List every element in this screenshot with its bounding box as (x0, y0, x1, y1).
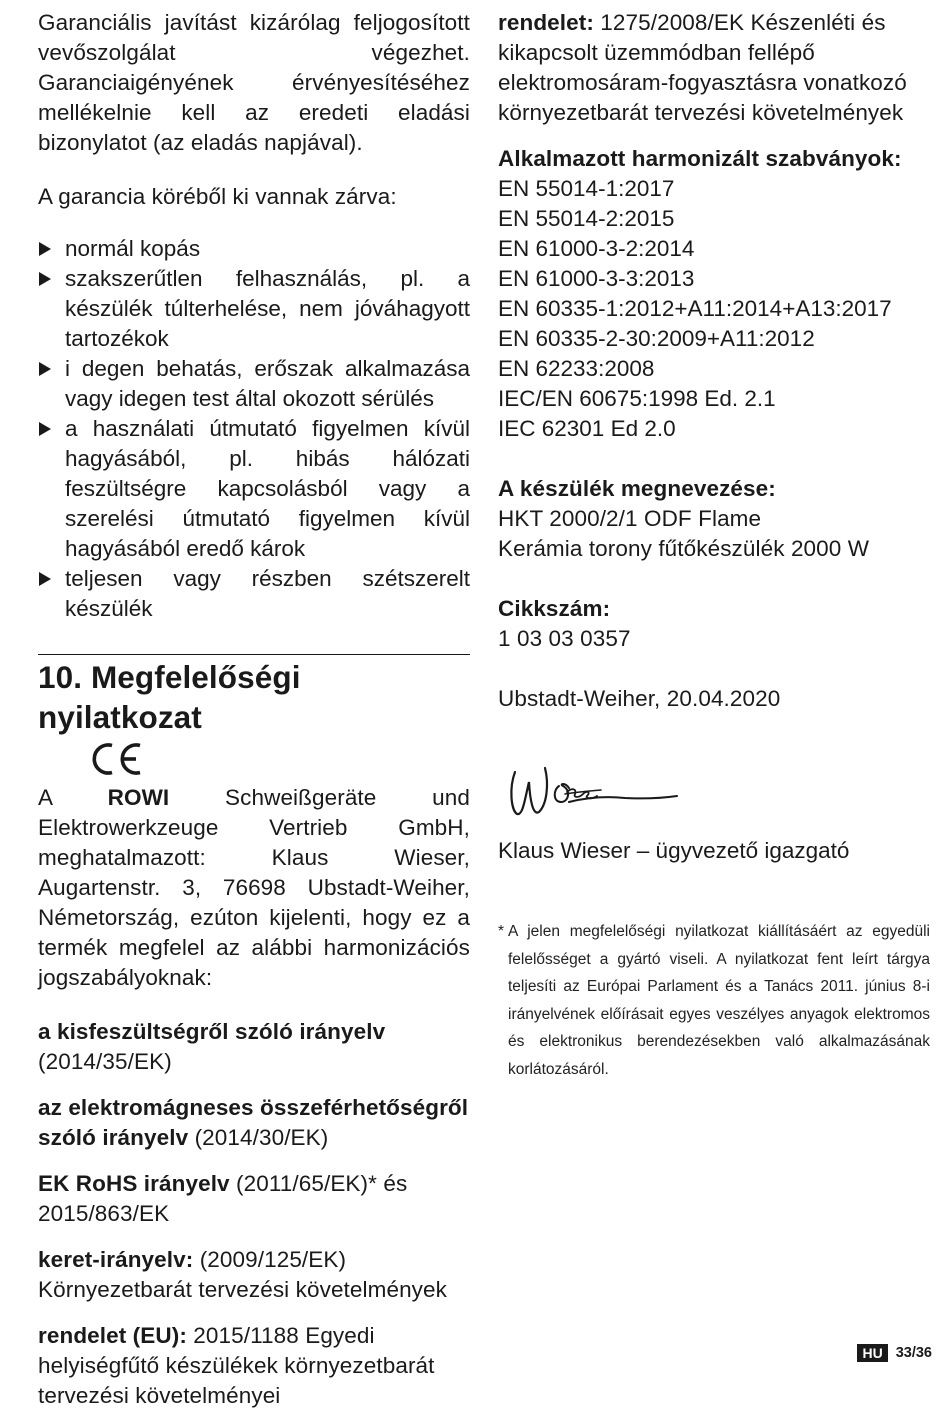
ce-mark-icon (90, 741, 470, 777)
list-item: IEC/EN 60675:1998 Ed. 2.1 (498, 386, 776, 411)
list-item: EN 55014-1:2017 (498, 176, 675, 201)
bullet-arrow-icon (39, 242, 51, 256)
page-footer (857, 1343, 932, 1363)
list-item: teljesen vagy részben szétszerelt készülék (38, 564, 470, 624)
signer-name: Klaus Wieser – ügyvezető igazgató (498, 838, 850, 863)
list-item: EN 62233:2008 (498, 356, 655, 381)
footnote-marker: * (498, 923, 505, 940)
device-model: HKT 2000/2/1 ODF Flame (498, 506, 762, 531)
directive-rohs: EK RoHS irányelv (2011/65/EK)* és 2015/863/EK (38, 1171, 408, 1226)
company-name: ROWI (107, 785, 170, 810)
regulation-standby: rendelet: 1275/2008/EK Készenléti és kikapcsolt üzemmódban fellépő elektromosáram-fogyasztásra vonatkozó környezetbarát tervezési követelmények (498, 10, 907, 125)
list-item: IEC 62301 Ed 2.0 (498, 416, 676, 441)
section-heading: 10. Megfelelőségi nyilatkozat (38, 659, 301, 735)
bullet-arrow-icon (39, 572, 51, 586)
bullet-arrow-icon (39, 362, 51, 376)
left-column (38, 8, 470, 1411)
list-item: szakszerűtlen felhasználás, pl. a készülék túlterhelése, nem jóváhagyott tartozékok (38, 264, 470, 354)
list-item: EN 61000-3-3:2013 (498, 266, 695, 291)
device-heading: A készülék megnevezése: (498, 476, 776, 501)
article-heading: Cikkszám: (498, 596, 611, 621)
declaration-paragraph: A ROWI Schweißgeräte und Elektrowerkzeuge Vertrieb GmbH, meghatalmazott: Klaus Wieser, Augartenstr. 3, 76698 Ubstadt-Weiher, Németország, ezúton kijelenti, hogy ez a termék megfelel az alábbi harmonizációs jogszabályoknak: (38, 785, 470, 990)
directive-emc: az elektromágneses összeférhetőségről szóló irányelv (2014/30/EK) (38, 1095, 469, 1150)
regulation-eu: rendelet (EU): 2015/1188 Egyedi helyiségfűtő készülékek környezetbarát tervezési követelményei (38, 1323, 435, 1408)
bullet-arrow-icon (39, 422, 51, 436)
device-description: Kerámia torony fűtőkészülék 2000 W (498, 536, 870, 561)
standards-list (498, 174, 918, 444)
bullet-arrow-icon (39, 272, 51, 286)
language-badge: HU (857, 1344, 887, 1362)
list-item: EN 61000-3-2:2014 (498, 236, 695, 261)
list-item: normál kopás (38, 234, 470, 264)
exclusions-intro: A garancia köréből ki vannak zárva: (38, 184, 397, 209)
place-date: Ubstadt-Weiher, 20.04.2020 (498, 686, 781, 711)
list-item: EN 60335-1:2012+A11:2014+A13:2017 (498, 296, 892, 321)
exclusions-list (38, 234, 470, 624)
directive-lvd: a kisfeszültségről szóló irányelv (2014/35/EK) (38, 1019, 386, 1074)
warranty-paragraph: Garanciális javítást kizárólag feljogosított vevőszolgálat végezhet. Garanciaigényének érvényesítéséhez mellékelnie kell az eredeti eladási bizonylatot (az eladás napjával). (38, 10, 470, 155)
right-column (498, 8, 918, 714)
list-item: i degen behatás, erőszak alkalmazása vagy idegen test által okozott sérülés (38, 354, 470, 414)
list-item: EN 55014-2:2015 (498, 206, 675, 231)
standards-heading: Alkalmazott harmonizált szabványok: (498, 146, 902, 171)
article-number: 1 03 03 0357 (498, 626, 631, 651)
directive-ecodesign: keret-irányelv: (2009/125/EK) Környezetbarát tervezési követelmények (38, 1247, 447, 1302)
footnote (498, 918, 930, 1083)
section-divider (38, 654, 470, 655)
list-item: EN 60335-2-30:2009+A11:2012 (498, 326, 815, 351)
page-number: 33/36 (895, 1345, 932, 1361)
list-item: a használati útmutató figyelmen kívül hagyásából, pl. hibás hálózati feszültségre kapcsolásból vagy a szerelési útmutató figyelmen kívül hagyásából eredő károk (38, 414, 470, 564)
signature-image (505, 758, 685, 828)
footnote-text: A jelen megfelelőségi nyilatkozat kiállításáért az egyedüli felelősséget a gyártó viseli. A nyilatkozat fent leírt tárgya teljesíti az Európai Parlament és a Tanács 2011. június 8-i irányelvének előírásait egyes veszélyes anyagok elektromos és elektronikus berendezésekben való alkalmazásának korlátozásáról. (508, 923, 930, 1078)
